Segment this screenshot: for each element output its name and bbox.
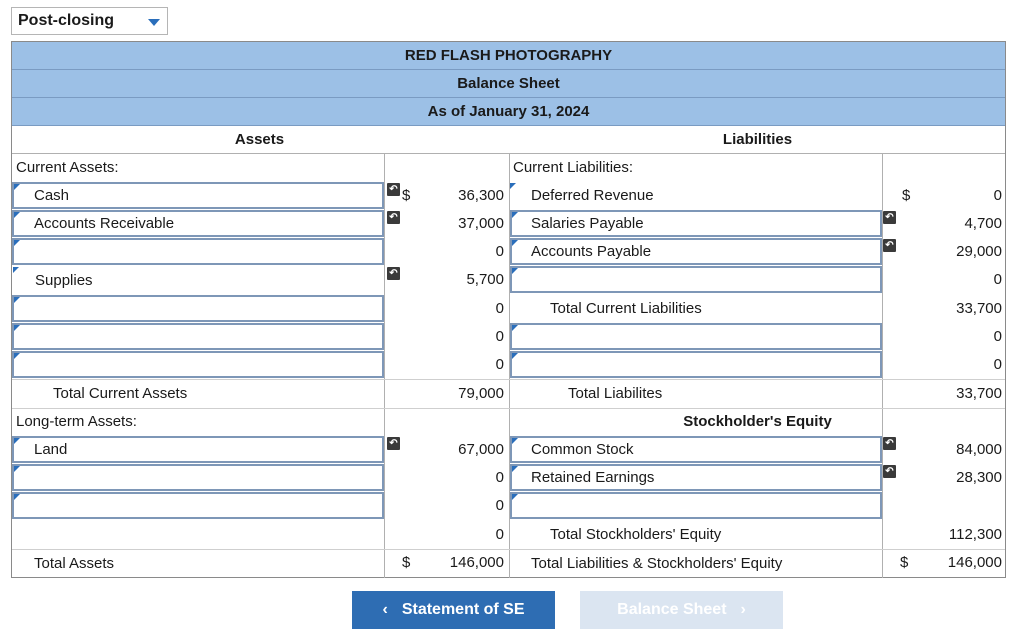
undo-icon[interactable]: ↶ (883, 465, 896, 478)
flag-icon (14, 494, 20, 500)
statement-title: Balance Sheet (12, 70, 1005, 98)
account-select[interactable] (510, 323, 882, 350)
flag-icon (512, 353, 518, 359)
account-select[interactable] (510, 266, 882, 293)
account-select[interactable] (510, 238, 882, 265)
equity-heading: Stockholder's Equity (683, 413, 832, 430)
flag-icon (14, 325, 20, 331)
account-select[interactable] (12, 436, 384, 463)
total-liabilities-value: 33,700 (956, 385, 1002, 402)
current-liabilities-heading: Current Liabilities: (513, 159, 634, 176)
total-assets-value: 146,000 (449, 554, 504, 571)
amount-value[interactable]: 28,300 (956, 469, 1002, 486)
flag-icon (510, 183, 516, 189)
flag-icon (14, 353, 20, 359)
undo-icon[interactable]: ↶ (883, 239, 896, 252)
amount-value[interactable]: 0 (495, 469, 504, 486)
divider (384, 154, 385, 578)
flag-icon (14, 466, 20, 472)
account-select[interactable] (510, 464, 882, 491)
amount-value[interactable] (920, 492, 1002, 520)
account-label: Retained Earnings (531, 469, 655, 486)
account-select[interactable] (12, 295, 384, 322)
amount-value[interactable]: 5,700 (466, 271, 504, 288)
amount-value[interactable]: 0 (495, 526, 504, 543)
assets-heading: Assets (234, 131, 285, 148)
statement-date: As of January 31, 2024 (12, 98, 1005, 126)
account-select[interactable] (12, 266, 384, 293)
account-label: Accounts Payable (531, 243, 652, 260)
account-select[interactable] (12, 323, 384, 350)
account-select[interactable] (12, 238, 384, 265)
amount-value[interactable]: 0 (993, 328, 1002, 345)
total-equity-value: 112,300 (948, 526, 1002, 543)
account-select[interactable] (510, 436, 882, 463)
flag-icon (13, 267, 19, 273)
amount-value[interactable]: 29,000 (956, 243, 1002, 260)
undo-icon[interactable]: ↶ (387, 183, 400, 196)
flag-icon (512, 240, 518, 246)
current-assets-heading: Current Assets: (16, 159, 119, 176)
chevron-right-icon: › (740, 601, 746, 618)
statement-type-dropdown[interactable] (11, 7, 168, 35)
account-select[interactable] (510, 351, 882, 378)
company-name: RED FLASH PHOTOGRAPHY (12, 42, 1005, 70)
account-select[interactable] (12, 492, 384, 519)
account-select[interactable] (510, 492, 882, 519)
total-liabilities-equity-label: Total Liabilities & Stockholders' Equity (531, 555, 783, 572)
flag-icon (14, 297, 20, 303)
amount-value[interactable]: 0 (993, 356, 1002, 373)
undo-icon[interactable]: ↶ (387, 211, 400, 224)
amount-value[interactable]: 67,000 (458, 441, 504, 458)
account-select[interactable] (12, 464, 384, 491)
account-label[interactable]: Deferred Revenue (531, 187, 654, 204)
amount-value[interactable]: 84,000 (956, 441, 1002, 458)
total-equity-label: Total Stockholders' Equity (550, 526, 722, 543)
total-assets-label: Total Assets (34, 555, 115, 572)
next-button-label: Balance Sheet (617, 601, 727, 618)
total-liabilities-equity-value: 146,000 (947, 554, 1002, 571)
account-label: Supplies (35, 272, 93, 289)
flag-icon (512, 466, 518, 472)
account-label: Common Stock (531, 441, 634, 458)
account-label: Land (34, 441, 68, 458)
flag-icon (512, 212, 518, 218)
amount-value[interactable]: 4,700 (964, 215, 1002, 232)
dropdown-value: Post-closing (18, 12, 115, 29)
amount-value[interactable]: 0 (993, 187, 1002, 204)
account-select[interactable] (12, 210, 384, 237)
flag-icon (14, 212, 20, 218)
account-label: Accounts Receivable (34, 215, 175, 232)
undo-icon[interactable]: ↶ (387, 267, 400, 280)
account-label: Salaries Payable (531, 215, 644, 232)
chevron-left-icon: ‹ (382, 601, 388, 618)
account-select[interactable] (510, 210, 882, 237)
total-liabilities-label: Total Liabilites (568, 385, 663, 402)
longterm-assets-heading: Long-term Assets: (16, 413, 137, 430)
flag-icon (512, 325, 518, 331)
divider (12, 549, 1005, 550)
total-current-assets-value: 79,000 (458, 385, 504, 402)
amount-value[interactable]: 0 (495, 328, 504, 345)
total-current-liabilities-label: Total Current Liabilities (550, 300, 702, 317)
undo-icon[interactable]: ↶ (883, 437, 896, 450)
amount-value[interactable]: 0 (495, 243, 504, 260)
flag-icon (512, 438, 518, 444)
amount-value[interactable]: 0 (495, 300, 504, 317)
chevron-down-icon (148, 19, 160, 26)
amount-value[interactable]: 0 (495, 356, 504, 373)
total-current-liabilities-value: 33,700 (956, 300, 1002, 317)
next-statement-button[interactable] (580, 591, 783, 629)
flag-icon (14, 240, 20, 246)
flag-icon (14, 438, 20, 444)
prev-statement-button[interactable] (352, 591, 555, 629)
flag-icon (512, 268, 518, 274)
dollar-sign: $ (402, 187, 411, 204)
amount-value[interactable]: 36,300 (458, 187, 504, 204)
flag-icon (14, 184, 20, 190)
prev-button-label: Statement of SE (401, 601, 525, 618)
dollar-sign: $ (902, 187, 911, 204)
flag-icon (512, 494, 518, 500)
account-select[interactable] (12, 351, 384, 378)
total-current-assets-label: Total Current Assets (53, 385, 188, 402)
undo-icon[interactable]: ↶ (883, 211, 896, 224)
undo-icon[interactable]: ↶ (387, 437, 400, 450)
account-label: Cash (34, 187, 70, 204)
amount-value[interactable]: 0 (993, 271, 1002, 288)
amount-value[interactable]: 37,000 (458, 215, 504, 232)
account-select[interactable] (12, 182, 384, 209)
liabilities-heading: Liabilities (722, 131, 793, 148)
amount-value[interactable]: 0 (495, 497, 504, 514)
dollar-sign: $ (402, 554, 411, 571)
dollar-sign: $ (900, 554, 909, 571)
